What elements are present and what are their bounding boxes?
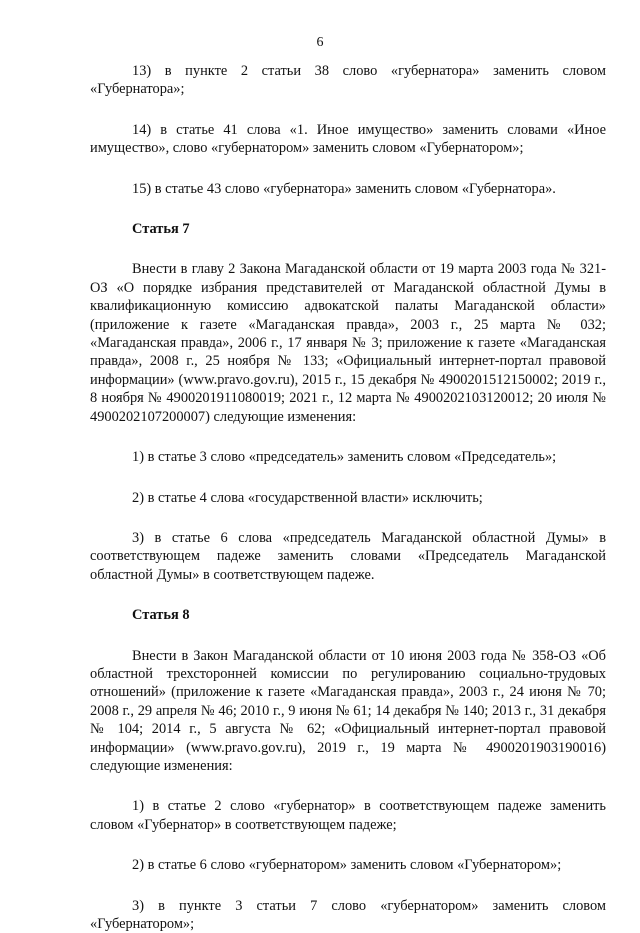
- list-item: 14) в статье 41 слова «1. Иное имущество» заменить словами «Иное имущество», слово «губернатором» заменить словом «Губернатором»;: [90, 121, 606, 157]
- list-item: 1) в статье 3 слово «председатель» заменить словом «Председатель»;: [132, 449, 557, 466]
- list-item: 2) в статье 4 слова «государственной власти» исключить;: [132, 489, 483, 506]
- article-7-intro: Внести в главу 2 Закона Магаданской области от 19 марта 2003 года № 321-ОЗ «О порядке избрания представителей от Магаданской областной Думы в квалификационную комиссию адвокатской палаты Магаданской области» (приложение к газете «Магаданская правда», 2003 г., 25 марта № 032; «Магаданская правда», 2006 г., 17 января № 3; приложение к газете «Магаданская правда», 2008 г., 25 ноября № 133; «Официальный интернет-портал правовой информации» (www.pravo.gov.ru), 2015 г., 15 декабря № 4900201512150002; 2019 г., 8 ноября № 4900201911080019; 2021 г., 12 марта № 4900202103120012; 20 июля № 4900202107200007) следующие изменения:: [90, 261, 606, 425]
- page-number: 6: [316, 35, 324, 50]
- list-item: 1) в статье 2 слово «губернатор» в соответствующем падеже заменить словом «Губернатор» в соответствующем падеже;: [90, 798, 606, 833]
- list-item: 13) в пункте 2 статьи 38 слово «губернатора» заменить словом «Губернатора»;: [90, 63, 606, 98]
- list-item: 2) в статье 6 слово «губернатором» заменить словом «Губернатором»;: [132, 857, 562, 874]
- list-item: 15) в статье 43 слово «губернатора» заменить словом «Губернатора».: [132, 180, 556, 197]
- list-item: 3) в пункте 3 статьи 7 слово «губернатором» заменить словом «Губернатором»;: [90, 897, 606, 932]
- article-8-heading: Статья 8: [132, 607, 190, 624]
- list-item: 3) в статье 6 слова «председатель Магаданской областной Думы» в соответствующем падеже заменить словами «Председатель Магаданской областной Думы» в соответствующем падеже.: [90, 529, 606, 583]
- article-7-heading: Статья 7: [132, 221, 190, 238]
- document-body: [90, 62, 606, 933]
- article-8-intro: Внести в Закон Магаданской области от 10 июня 2003 года № 358-ОЗ «Об областной трехсторонней комиссии по регулированию социально-трудовых отношений» (приложение к газете «Магаданская правда», 2003 г., 24 июня № 70; 2008 г., 29 апреля № 46; 2010 г., 9 июня № 61; 14 декабря № 140; 2013 г., 31 декабря № 104; 2014 г., 5 августа № 62; «Официальный интернет-портал правовой информации» (www.pravo.gov.ru), 2019 г., 19 марта № 4900201903190016) следующие изменения:: [90, 647, 606, 774]
